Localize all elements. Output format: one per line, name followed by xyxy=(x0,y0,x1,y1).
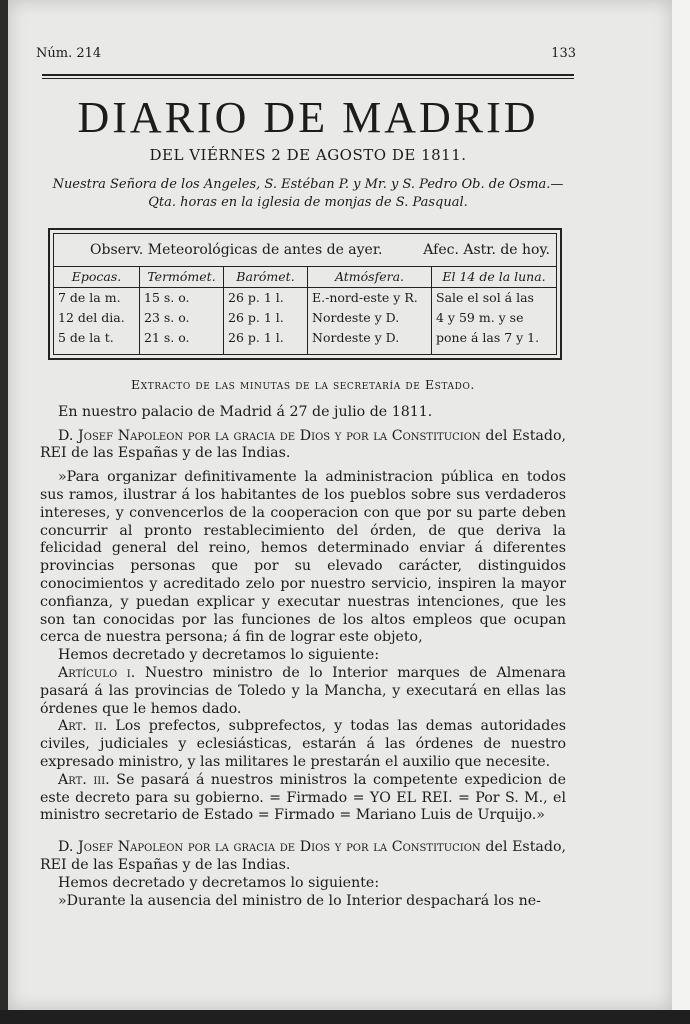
paragraph: D. Josef Napoleon por la gracia de Dios y por la Constitucion del Estado, REI de las Españas y de las Indias. xyxy=(40,427,566,462)
section-heading: Extracto de las minutas de la secretaría de Estado. xyxy=(130,377,476,392)
astro-heading: Afec. Astr. de hoy. xyxy=(423,242,550,258)
header-rule-thin xyxy=(42,78,574,79)
issue-number: Núm. 214 xyxy=(36,46,102,61)
newspaper-title: DIARIO DE MADRID xyxy=(77,93,539,142)
article-2: Art. ii. Los prefectos, subprefectos, y todas las demas autoridades civiles, judiciales y eclesiásticas, estarán á las órdenes de nuestro expresado ministro, y las militares le prestarán el auxilio que necesite. xyxy=(40,718,566,770)
paragraph: »Durante la ausencia del ministro de lo Interior despachará los ne- xyxy=(58,892,541,909)
weather-table xyxy=(48,228,562,360)
scan-border xyxy=(0,1010,690,1024)
atmosfera-column: Atmósfera. E.-nord-este y R. Nordeste y D. Nordeste y D. xyxy=(308,267,432,355)
paragraph: En nuestro palacio de Madrid á 27 de julio de 1811. xyxy=(58,403,433,420)
epocas-column: Epocas. 7 de la m. 12 del dia. 5 de la t. xyxy=(54,267,140,355)
paragraph: Hemos decretado y decretamos lo siguiente: xyxy=(58,647,380,664)
luna-column: El 14 de la luna. Sale el sol á las 4 y 59 m. y se pone á las 7 y 1. xyxy=(432,267,556,355)
barometro-column: Barómet. 26 p. 1 l. 26 p. 1 l. 26 p. 1 l. xyxy=(224,267,308,355)
paragraph: D. Josef Napoleon por la gracia de Dios y por la Constitucion del Estado, REI de las Españas y de las Indias. xyxy=(40,839,566,873)
paragraph: Hemos decretado y decretamos lo siguiente: xyxy=(58,874,380,891)
article-body xyxy=(40,376,566,910)
article-1: Artículo i. Nuestro ministro de lo Interior marques de Almenara pasará á las provincias de Toledo y la Mancha, y executará en ellas las órdenes que le hemos dado. xyxy=(40,664,566,717)
page-edge xyxy=(672,0,690,1024)
termometro-column: Termómet. 15 s. o. 23 s. o. 21 s. o. xyxy=(140,267,224,355)
newspaper-page xyxy=(8,0,672,1010)
saints-of-day: Nuestra Señora de los Angeles, S. Estéban P. y Mr. y S. Pedro Ob. de Osma.—Qta. horas en la iglesia de monjas de S. Pasqual. xyxy=(52,177,564,210)
paragraph: »Para organizar definitivamente la administracion pública en todos sus ramos, ilustrar á los habitantes de los pueblos sobre sus verdaderos intereses, y convencerlos de la cooperacion con que por su parte deben concurrir al pronto restablecimiento del órden, de que deriva la felicidad general del reino, hemos determinado enviar á diferentes provincias personas que por su elevado carácter, distinguidos conocimientos y acreditado zelo por nuestro servicio, inspiren la mayor confianza, y puedan explicar y executar nuestras intenciones, que les son tan conocidas por las funciones de los altos empleos que ocupan cerca de nuestra persona; á fin de lograr este objeto, xyxy=(40,469,566,646)
weather-heading: Observ. Meteorológicas de antes de ayer. xyxy=(90,242,383,258)
page-number: 133 xyxy=(551,46,576,61)
dateline: DEL VIÉRNES 2 DE AGOSTO DE 1811. xyxy=(149,146,467,164)
article-3: Art. iii. Se pasará á nuestros ministros la competente expedicion de este decreto para su gobierno. = Firmado = YO EL REI. = Por S. M., el ministro secretario de Estado = Firmado = Mariano Luis de Urquijo.» xyxy=(40,771,566,824)
header-rule xyxy=(42,74,574,76)
